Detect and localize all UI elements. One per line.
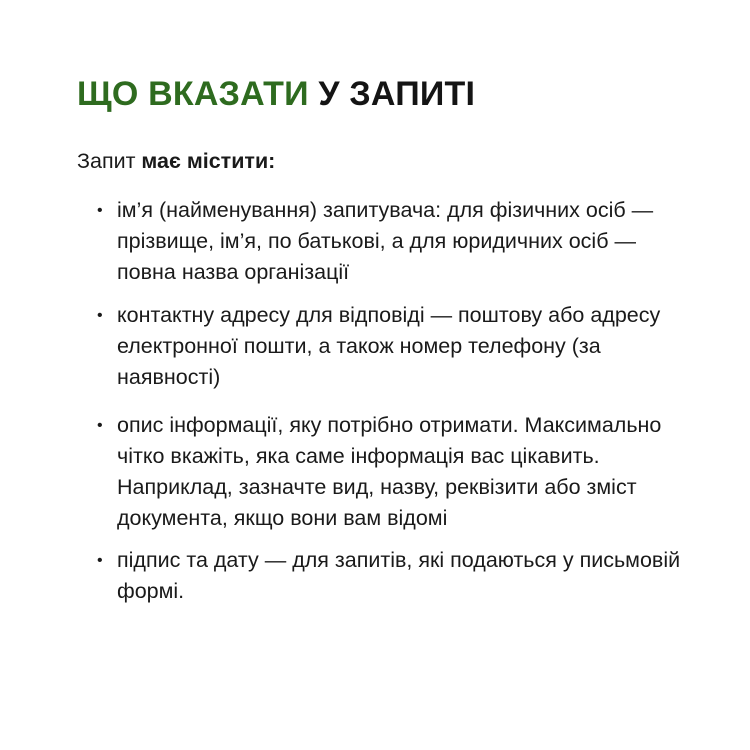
list-item-text: ім’я (найменування) запитувача: для фізичних осіб — прізвище, ім’я, по батькові, а для юридичних осіб — повна назва організації [117,198,654,284]
list-item-description [97,410,697,534]
title-accent: ЩО ВКАЗАТИ [77,75,309,113]
list-item-text: контактну адресу для відповіді — поштову або адресу електронної пошти, а також номер телефону (за наявності) [117,303,661,389]
requirements-list [97,195,697,619]
bullet-icon: • [97,417,103,434]
bullet-icon: • [97,307,103,324]
bullet-icon: • [97,202,103,219]
list-item-name [97,195,697,288]
list-item-text: підпис та дату — для запитів, які подаються у письмовій формі. [117,548,681,603]
bullet-icon: • [97,552,103,569]
intro-normal: Запит [77,149,142,173]
list-item-text: опис інформації, яку потрібно отримати. Максимально чітко вкажіть, яка саме інформація вас цікавить. Наприклад, зазначте вид, назву, реквізити або зміст документа, якщо вони вам відомі [117,413,662,530]
list-item-contact [97,300,697,393]
intro-text [77,146,275,176]
title-rest: У ЗАПИТІ [308,75,476,113]
list-item-signature [97,545,697,607]
page-title [77,72,475,116]
intro-bold: має містити: [141,149,276,173]
